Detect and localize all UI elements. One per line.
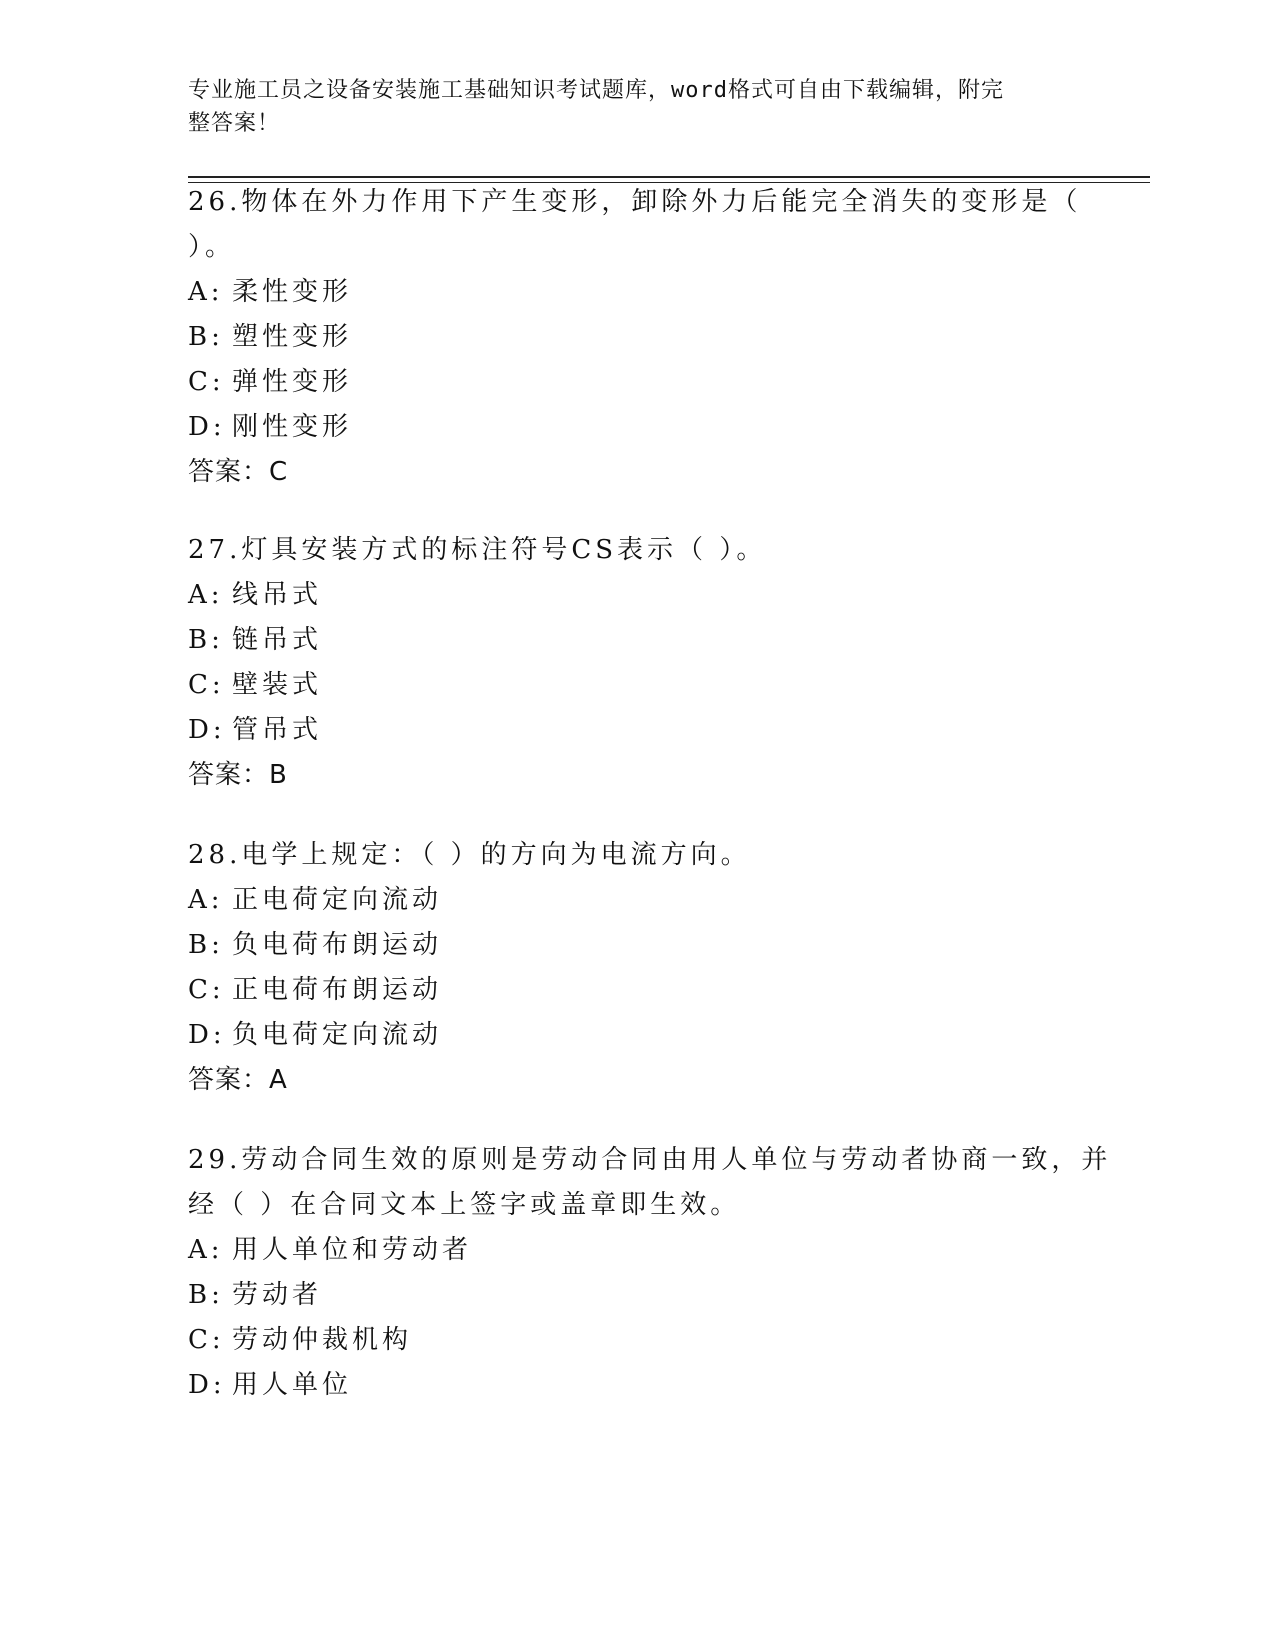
question-stem-line: 经（ ）在合同文本上签字或盖章即生效。 <box>188 1190 741 1220</box>
option-a <box>188 1228 1088 1273</box>
option-letter: D: <box>188 715 226 745</box>
option-letter: A: <box>188 580 224 610</box>
question-stem-line: 28.电学上规定：（ ）的方向为电流方向。 <box>188 840 751 870</box>
option-d <box>188 1013 1088 1058</box>
option-letter: A: <box>188 885 224 915</box>
option-letter: B: <box>188 930 224 960</box>
option-text: 劳动仲裁机构 <box>232 1325 413 1355</box>
header-line-1: 专业施工员之设备安装施工基础知识考试题库，word格式可自由下载编辑，附完 <box>188 78 1004 103</box>
question-26 <box>188 180 1088 495</box>
option-letter: D: <box>188 1020 226 1050</box>
option-text: 刚性变形 <box>232 412 353 442</box>
option-text: 链吊式 <box>232 625 323 655</box>
question-stem-line: 27.灯具安装方式的标注符号CS表示（ ）。 <box>188 535 767 565</box>
option-letter: B: <box>188 322 224 352</box>
option-text: 弹性变形 <box>232 367 353 397</box>
question-28 <box>188 833 1088 1103</box>
option-text: 管吊式 <box>232 715 323 745</box>
header-divider-thick <box>188 176 1150 178</box>
option-text: 壁装式 <box>232 670 323 700</box>
option-text: 用人单位和劳动者 <box>232 1235 473 1265</box>
option-text: 负电荷定向流动 <box>232 1020 443 1050</box>
option-c <box>188 663 1088 708</box>
question-stem-line: 29.劳动合同生效的原则是劳动合同由用人单位与劳动者协商一致，并 <box>188 1145 1112 1175</box>
option-text: 负电荷布朗运动 <box>232 930 443 960</box>
option-letter: C: <box>188 670 225 700</box>
option-letter: C: <box>188 367 225 397</box>
option-letter: C: <box>188 1325 225 1355</box>
option-text: 塑性变形 <box>232 322 353 352</box>
answer-line: 答案：C <box>188 457 289 487</box>
option-b <box>188 315 1088 360</box>
option-d <box>188 1363 1088 1408</box>
option-text: 用人单位 <box>232 1370 353 1400</box>
option-text: 正电荷布朗运动 <box>232 975 443 1005</box>
option-d <box>188 708 1088 753</box>
option-text: 正电荷定向流动 <box>232 885 443 915</box>
option-b <box>188 618 1088 663</box>
option-letter: C: <box>188 975 225 1005</box>
option-b <box>188 1273 1088 1318</box>
option-text: 柔性变形 <box>232 277 353 307</box>
document-header <box>188 74 1088 140</box>
answer-line: 答案：A <box>188 1065 288 1095</box>
option-a <box>188 270 1088 315</box>
option-a <box>188 573 1088 618</box>
option-letter: A: <box>188 1235 224 1265</box>
option-text: 线吊式 <box>232 580 323 610</box>
question-stem-line: ）。 <box>188 232 236 262</box>
question-stem-line: 26.物体在外力作用下产生变形，卸除外力后能完全消失的变形是（ <box>188 187 1082 217</box>
option-d <box>188 405 1088 450</box>
option-c <box>188 360 1088 405</box>
option-c <box>188 968 1088 1013</box>
option-letter: B: <box>188 1280 224 1310</box>
option-b <box>188 923 1088 968</box>
option-letter: D: <box>188 412 226 442</box>
option-letter: D: <box>188 1370 226 1400</box>
option-letter: B: <box>188 625 224 655</box>
option-c <box>188 1318 1088 1363</box>
option-text: 劳动者 <box>232 1280 323 1310</box>
question-29 <box>188 1138 1112 1408</box>
answer-line: 答案：B <box>188 760 288 790</box>
question-27 <box>188 528 1088 798</box>
option-a <box>188 878 1088 923</box>
option-letter: A: <box>188 277 224 307</box>
header-line-2: 整答案！ <box>188 111 281 136</box>
